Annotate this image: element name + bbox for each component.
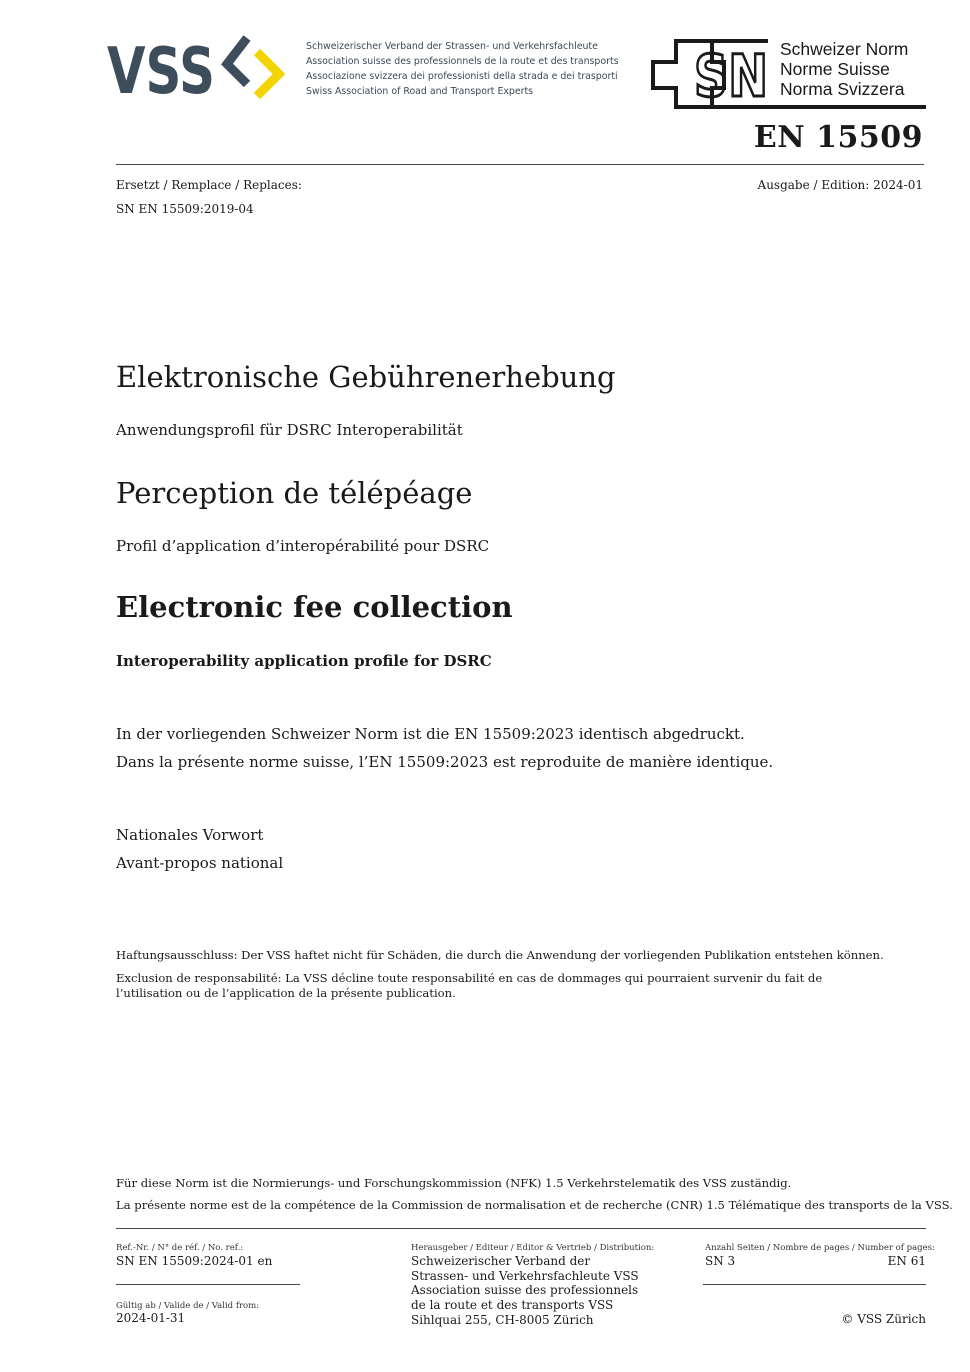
vss-chevron-left-icon [227,38,247,84]
valid-from-value: 2024-01-31 [116,1311,186,1325]
footer-divider [116,1228,926,1229]
reference-number-label: Ref.-Nr. / N° de réf. / No. ref.: [116,1243,244,1253]
title-english: Electronic fee collection [116,590,513,624]
svg-text:VSS: VSS [107,35,215,102]
vss-logo [107,32,289,102]
disclaimer-french: Exclusion de responsabilité: La VSS décline toute responsabilité en cas de dommages qui pourraient survenir du fait de l’utilisation ou de l’application de la présente publication. [116,971,823,1000]
sn-title-line: Norma Svizzera [780,79,905,99]
reference-number-value: SN EN 15509:2024-01 en [116,1254,273,1268]
reference-divider [116,1284,300,1285]
title-german: Elektronische Gebührenerhebung [116,360,616,394]
edition-date: Ausgabe / Edition: 2024-01 [757,178,923,192]
svg-text:SN: SN [694,42,768,110]
vss-tagline [306,39,619,99]
subtitle-english: Interoperability application profile for DSRC [116,652,492,670]
valid-from-label: Gültig ab / Valide de / Valid from: [116,1301,260,1311]
vss-tagline-line: Swiss Association of Road and Transport Experts [306,86,534,97]
vss-chevron-right-icon [257,52,279,96]
identical-statement-german: In der vorliegenden Schweizer Norm ist die EN 15509:2023 identisch abgedruckt. [116,725,745,743]
publisher-line: Association suisse des professionnels [411,1283,639,1298]
disclaimer-german: Haftungsausschluss: Der VSS haftet nicht für Schäden, die durch die Anwendung der vorliegenden Publikation entstehen können. [116,948,884,962]
national-foreword-german: Nationales Vorwort [116,826,264,844]
title-french: Perception de télépéage [116,476,473,510]
publisher-line: de la route et des transports VSS [411,1298,614,1313]
national-foreword-french: Avant-propos national [116,854,284,872]
publisher-label: Herausgeber / Editeur / Editor & Vertrieb / Distribution: [411,1243,655,1253]
standard-number: EN 15509 [753,120,923,155]
header-divider [116,164,924,165]
replaces-label: Ersetzt / Remplace / Replaces: [116,178,302,192]
vss-tagline-line: Associazione svizzera dei professionisti della strada e dei trasporti [306,71,618,82]
identical-statement-french: Dans la présente norme suisse, l’EN 15509:2023 est reproduite de manière identique. [116,753,774,771]
sn-title-line: Norme Suisse [780,59,890,79]
committee-note-french: La présente norme est de la compétence de la Commission de normalisation et de recherche (CNR) 1.5 Télématique des transports de la VSS. [116,1198,953,1212]
vss-tagline-line: Association suisse des professionnels de la route et des transports [306,56,619,67]
replaces-value: SN EN 15509:2019-04 [116,202,254,216]
page-count-label: Anzahl Seiten / Nombre de pages / Number of pages: [705,1243,935,1253]
copyright-notice: © VSS Zürich [841,1312,926,1326]
subtitle-german: Anwendungsprofil für DSRC Interoperabilität [116,421,463,439]
page-count-divider [703,1284,926,1285]
sn-title [780,39,908,99]
page-count-en: EN 61 [887,1254,926,1268]
page-count-sn: SN 3 [705,1254,736,1268]
publisher-line: Sihlquai 255, CH-8005 Zürich [411,1312,594,1327]
sn-title-line: Schweizer Norm [780,39,909,59]
vss-tagline-line: Schweizerischer Verband der Strassen- und Verkehrsfachleute [306,41,598,52]
publisher-line: Schweizerischer Verband der [411,1254,591,1268]
committee-note-german: Für diese Norm ist die Normierungs- und Forschungskommission (NFK) 1.5 Verkehrstelematik des VSS zuständig. [116,1176,792,1190]
publisher-line: Strassen- und Verkehrsfachleute VSS [411,1268,639,1283]
publisher-address [411,1254,639,1328]
subtitle-french: Profil d’application d’interopérabilité pour DSRC [116,537,490,555]
